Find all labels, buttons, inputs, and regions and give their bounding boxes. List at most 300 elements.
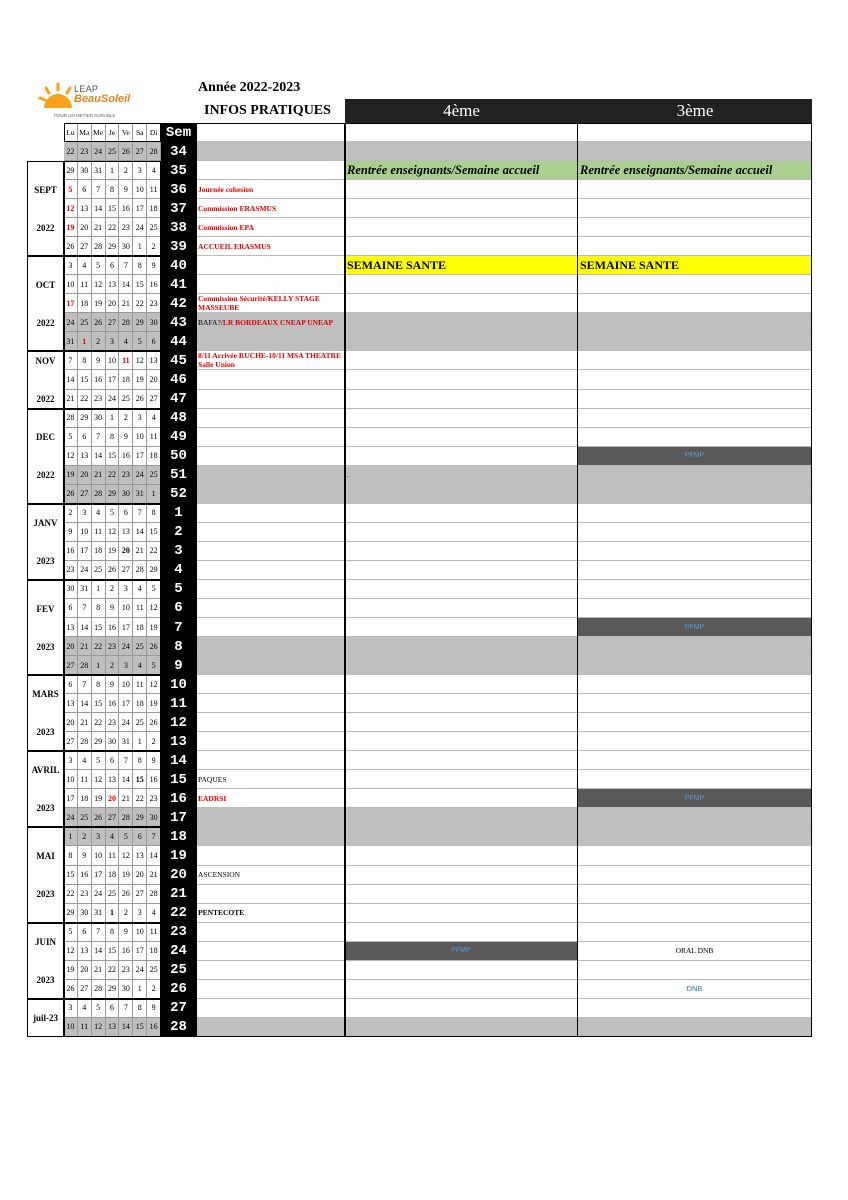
day-header: Ve	[119, 123, 133, 142]
day-cell: 11	[78, 275, 92, 294]
day-cell: 3	[119, 656, 133, 675]
day-cell: 6	[64, 599, 78, 618]
day-cell: 18	[133, 694, 147, 713]
week-number: 46	[161, 370, 196, 389]
day-cell: 7	[92, 923, 106, 942]
week-number: 49	[161, 428, 196, 447]
week-number: 35	[161, 161, 196, 180]
day-cell: 27	[106, 313, 120, 332]
day-cell: 10	[133, 428, 147, 447]
day-header: Je	[106, 123, 120, 142]
month-label	[27, 351, 64, 408]
day-cell: 6	[78, 180, 92, 199]
day-cell: 18	[147, 199, 161, 218]
month-text: juil-23	[32, 1012, 58, 1023]
day-cell: 28	[64, 409, 78, 428]
day-cell: 19	[133, 370, 147, 389]
day-cell: 3	[133, 409, 147, 428]
week-number: 27	[161, 999, 196, 1018]
col3-cell-text: ORAL DNB	[675, 946, 714, 956]
day-cell: 15	[147, 523, 161, 542]
day-cell: 5	[133, 332, 147, 351]
week-number: 26	[161, 980, 196, 999]
day-cell: 27	[64, 656, 78, 675]
day-cell: 10	[133, 180, 147, 199]
day-cell: 3	[64, 256, 78, 275]
day-cell: 17	[133, 199, 147, 218]
day-cell: 9	[92, 351, 106, 370]
col3-cell-text: PFMP	[684, 623, 705, 631]
day-cell: 10	[64, 770, 78, 789]
col3-cell-text: PFMP	[684, 794, 705, 802]
week-number: 37	[161, 199, 196, 218]
day-cell: 15	[78, 370, 92, 389]
day-cell: 19	[64, 961, 78, 980]
day-cell: 8	[106, 428, 120, 447]
day-cell: 12	[92, 1018, 106, 1037]
month-text: JANV 2023	[33, 517, 58, 566]
day-cell: 4	[78, 999, 92, 1018]
day-cell: 22	[106, 961, 120, 980]
day-cell: 19	[64, 466, 78, 485]
day-cell: 7	[92, 180, 106, 199]
day-cell: 16	[119, 199, 133, 218]
day-cell: 5	[64, 923, 78, 942]
day-cell: 24	[78, 561, 92, 580]
month-label	[27, 675, 64, 751]
day-cell: 4	[147, 409, 161, 428]
day-cell: 26	[92, 313, 106, 332]
day-cell: 1	[133, 980, 147, 999]
day-cell: 17	[92, 866, 106, 885]
week-number: 44	[161, 332, 196, 351]
day-cell: 10	[106, 351, 120, 370]
day-cell: 20	[78, 961, 92, 980]
day-cell: 24	[64, 808, 78, 827]
day-cell: 18	[133, 618, 147, 637]
day-cell: 15	[92, 618, 106, 637]
day-cell: 20	[78, 466, 92, 485]
day-cell: 26	[64, 980, 78, 999]
day-cell: 23	[147, 789, 161, 808]
day-cell: 23	[147, 294, 161, 313]
day-cell: 23	[106, 637, 120, 656]
col4-cell-text: Rentrée enseignants/Semaine accueil	[347, 162, 540, 177]
day-cell: 21	[92, 218, 106, 237]
day-cell: 11	[133, 599, 147, 618]
info-text: Commission EPA	[198, 222, 254, 232]
day-cell: 27	[147, 390, 161, 409]
week-number: 24	[161, 942, 196, 961]
day-cell: 26	[92, 808, 106, 827]
day-cell: 9	[78, 846, 92, 865]
day-cell: 10	[64, 1018, 78, 1037]
day-cell: 18	[119, 370, 133, 389]
day-cell: 3	[64, 751, 78, 770]
day-cell: 21	[119, 789, 133, 808]
day-cell: 26	[119, 885, 133, 904]
day-cell: 14	[78, 618, 92, 637]
day-cell: 2	[64, 504, 78, 523]
day-cell: 15	[133, 1018, 147, 1037]
week-number: 51	[161, 466, 196, 485]
day-header: Sa	[133, 123, 147, 142]
day-cell: 8	[64, 846, 78, 865]
day-cell: 12	[92, 770, 106, 789]
day-cell: 4	[119, 332, 133, 351]
day-cell: 28	[147, 885, 161, 904]
day-cell: 3	[133, 904, 147, 923]
month-text: NOV 2022	[35, 356, 56, 404]
day-cell: 12	[119, 846, 133, 865]
day-cell: 27	[133, 142, 147, 161]
day-cell: 2	[78, 827, 92, 846]
week-number: 47	[161, 390, 196, 409]
day-cell: 2	[119, 904, 133, 923]
day-cell: 4	[147, 904, 161, 923]
day-cell: 15	[133, 770, 147, 789]
day-cell: 6	[147, 332, 161, 351]
day-cell: 8	[147, 504, 161, 523]
day-cell: 23	[78, 885, 92, 904]
day-cell: 16	[147, 275, 161, 294]
day-cell: 5	[92, 751, 106, 770]
month-text: MAI 2023	[36, 851, 55, 900]
day-cell: 1	[133, 237, 147, 256]
day-cell: 1	[92, 656, 106, 675]
week-number: 36	[161, 180, 196, 199]
day-cell: 28	[119, 808, 133, 827]
day-cell: 20	[106, 294, 120, 313]
day-cell: 1	[78, 332, 92, 351]
table-outline-left	[196, 123, 345, 1037]
day-cell: 1	[92, 580, 106, 599]
day-cell: 27	[78, 485, 92, 504]
day-cell: 23	[64, 561, 78, 580]
day-cell: 7	[133, 504, 147, 523]
day-cell: 31	[92, 904, 106, 923]
month-text: DEC 2022	[35, 432, 55, 481]
day-cell: 23	[119, 218, 133, 237]
week-number: 34	[161, 142, 196, 161]
day-cell: 24	[64, 313, 78, 332]
day-cell: 21	[78, 713, 92, 732]
day-cell: 2	[106, 656, 120, 675]
day-cell: 16	[147, 1018, 161, 1037]
day-cell: 13	[106, 1018, 120, 1037]
info-text: Commission ERASMUS	[198, 203, 277, 213]
day-cell: 19	[106, 542, 120, 561]
week-number: 28	[161, 1018, 196, 1037]
day-cell: 1	[133, 732, 147, 751]
day-cell: 29	[147, 561, 161, 580]
day-cell: 17	[133, 447, 147, 466]
week-number: 43	[161, 313, 196, 332]
day-cell: 13	[64, 694, 78, 713]
day-cell: 11	[78, 770, 92, 789]
col4-cell-text: SEMAINE SANTE	[347, 257, 447, 272]
day-cell: 7	[147, 827, 161, 846]
week-number: 11	[161, 694, 196, 713]
day-cell: 21	[78, 637, 92, 656]
infos-title: INFOS PRATIQUES	[204, 103, 331, 118]
week-number: 5	[161, 580, 196, 599]
day-cell: 24	[133, 466, 147, 485]
day-cell: 6	[106, 751, 120, 770]
day-cell: 20	[147, 370, 161, 389]
day-cell: 22	[106, 466, 120, 485]
week-number: 15	[161, 770, 196, 789]
day-cell: 25	[147, 218, 161, 237]
day-cell: 28	[78, 732, 92, 751]
day-cell: 17	[78, 542, 92, 561]
day-cell: 9	[119, 923, 133, 942]
day-cell: 6	[78, 923, 92, 942]
day-cell: 5	[92, 999, 106, 1018]
day-cell: 5	[106, 504, 120, 523]
day-cell: 7	[119, 256, 133, 275]
day-cell: 19	[119, 866, 133, 885]
day-cell: 19	[92, 294, 106, 313]
week-number: 39	[161, 237, 196, 256]
day-cell: 28	[78, 656, 92, 675]
month-text: JUIN 2023	[34, 936, 56, 985]
day-cell: 28	[119, 313, 133, 332]
day-cell: 20	[119, 542, 133, 561]
day-cell: 28	[92, 237, 106, 256]
week-number: 22	[161, 904, 196, 923]
day-cell: 6	[64, 675, 78, 694]
day-cell: 26	[147, 713, 161, 732]
day-cell: 11	[78, 1018, 92, 1037]
day-cell: 29	[64, 904, 78, 923]
day-cell: 14	[92, 942, 106, 961]
day-cell: 26	[147, 637, 161, 656]
day-cell: 21	[64, 390, 78, 409]
day-cell: 4	[147, 161, 161, 180]
day-cell: 22	[147, 542, 161, 561]
week-number: 12	[161, 713, 196, 732]
day-cell: 8	[78, 351, 92, 370]
day-cell: 16	[64, 542, 78, 561]
info-text-red: LR BORDEAUX CNEAP UNEAP	[222, 317, 334, 327]
day-cell: 15	[133, 275, 147, 294]
day-cell: 14	[119, 1018, 133, 1037]
day-cell: 18	[147, 942, 161, 961]
day-cell: 29	[64, 161, 78, 180]
day-cell: 15	[106, 199, 120, 218]
month-label	[27, 923, 64, 999]
week-number: 25	[161, 961, 196, 980]
day-cell: 4	[133, 656, 147, 675]
day-cell: 25	[106, 885, 120, 904]
day-cell: 19	[147, 618, 161, 637]
col3-cell-text: PFMP	[684, 452, 705, 460]
day-cell: 29	[106, 237, 120, 256]
day-cell: 30	[106, 732, 120, 751]
day-cell: 17	[133, 942, 147, 961]
day-cell: 10	[119, 675, 133, 694]
day-cell: 3	[133, 161, 147, 180]
week-number: 7	[161, 618, 196, 637]
day-cell: 22	[106, 218, 120, 237]
day-cell: 13	[78, 942, 92, 961]
info-text: PENTECOTE	[198, 908, 245, 918]
day-cell: 22	[92, 713, 106, 732]
week-number: 48	[161, 409, 196, 428]
day-cell: 3	[92, 827, 106, 846]
day-cell: 12	[133, 351, 147, 370]
week-number: 2	[161, 523, 196, 542]
day-cell: 30	[92, 409, 106, 428]
day-cell: 8	[133, 256, 147, 275]
info-text: Journée cohesion	[198, 184, 254, 194]
day-cell: 11	[133, 675, 147, 694]
day-cell: 23	[106, 713, 120, 732]
day-cell: 24	[92, 142, 106, 161]
info-text: Commission Sécurité/KELLY STAGE MASSEUBE	[198, 294, 320, 313]
day-cell: 11	[92, 523, 106, 542]
day-cell: 11	[106, 846, 120, 865]
day-cell: 31	[133, 485, 147, 504]
day-cell: 1	[147, 485, 161, 504]
day-cell: 1	[106, 904, 120, 923]
day-cell: 18	[78, 789, 92, 808]
bottom-line	[27, 1036, 812, 1037]
day-cell: 20	[64, 713, 78, 732]
day-cell: 8	[92, 599, 106, 618]
day-cell: 4	[92, 504, 106, 523]
day-cell: 7	[78, 675, 92, 694]
week-number: 50	[161, 447, 196, 466]
day-cell: 10	[92, 846, 106, 865]
day-cell: 24	[119, 713, 133, 732]
month-text: MARS 2023	[32, 689, 59, 738]
day-cell: 10	[64, 275, 78, 294]
day-cell: 21	[133, 542, 147, 561]
day-cell: 24	[119, 637, 133, 656]
day-cell: 13	[64, 618, 78, 637]
day-cell: 16	[92, 370, 106, 389]
day-cell: 30	[119, 237, 133, 256]
day-cell: 1	[106, 161, 120, 180]
month-label	[27, 751, 64, 827]
day-cell: 6	[133, 827, 147, 846]
logo-line1: LEAP	[74, 84, 99, 94]
day-cell: 12	[92, 275, 106, 294]
day-cell: 21	[92, 961, 106, 980]
week-number: 38	[161, 218, 196, 237]
day-cell: 16	[119, 942, 133, 961]
day-cell: 14	[147, 846, 161, 865]
col4-header: 4ème	[345, 99, 578, 123]
table-outline	[345, 123, 812, 1037]
day-cell: 9	[147, 999, 161, 1018]
day-cell: 23	[78, 142, 92, 161]
day-cell: 4	[106, 827, 120, 846]
day-cell: 26	[119, 142, 133, 161]
day-cell: 11	[119, 351, 133, 370]
month-label	[27, 161, 64, 256]
week-number: 19	[161, 846, 196, 865]
col3-header: 3ème	[578, 99, 812, 123]
day-cell: 14	[133, 523, 147, 542]
day-cell: 29	[106, 485, 120, 504]
day-cell: 14	[119, 275, 133, 294]
day-cell: 6	[106, 256, 120, 275]
day-cell: 8	[133, 999, 147, 1018]
day-cell: 15	[92, 694, 106, 713]
day-cell: 25	[106, 142, 120, 161]
day-cell: 27	[119, 561, 133, 580]
day-cell: 12	[147, 675, 161, 694]
day-cell: 25	[147, 961, 161, 980]
day-cell: 12	[64, 942, 78, 961]
day-cell: 1	[106, 409, 120, 428]
day-cell: 8	[92, 675, 106, 694]
day-cell: 25	[92, 561, 106, 580]
day-cell: 20	[133, 866, 147, 885]
day-cell: 2	[119, 161, 133, 180]
day-cell: 22	[92, 637, 106, 656]
day-cell: 13	[106, 275, 120, 294]
day-cell: 2	[147, 237, 161, 256]
day-cell: 9	[64, 523, 78, 542]
day-cell: 23	[119, 961, 133, 980]
day-cell: 27	[133, 885, 147, 904]
day-cell: 24	[133, 961, 147, 980]
day-cell: 19	[92, 789, 106, 808]
day-cell: 5	[64, 428, 78, 447]
day-header: Ma	[78, 123, 92, 142]
day-cell: 14	[92, 447, 106, 466]
day-cell: 17	[119, 618, 133, 637]
day-cell: 30	[64, 580, 78, 599]
day-cell: 18	[78, 294, 92, 313]
day-cell: 6	[119, 504, 133, 523]
day-cell: 9	[147, 256, 161, 275]
day-cell: 30	[78, 904, 92, 923]
week-number: 40	[161, 256, 196, 275]
table-outline-days	[64, 123, 161, 142]
month-text: FEV 2023	[36, 603, 55, 652]
day-cell: 29	[133, 313, 147, 332]
day-cell: 28	[133, 561, 147, 580]
day-cell: 17	[106, 370, 120, 389]
day-cell: 29	[133, 808, 147, 827]
day-header: Di	[147, 123, 161, 142]
day-cell: 13	[119, 523, 133, 542]
day-cell: 14	[92, 199, 106, 218]
day-cell: 6	[106, 999, 120, 1018]
week-number: 21	[161, 885, 196, 904]
day-cell: 16	[106, 618, 120, 637]
logo-tagline: POUR UN MÉTIER DURABLE	[54, 113, 116, 118]
col3-cell-text: Rentrée enseignants/Semaine accueil	[580, 162, 773, 177]
day-cell: 1	[64, 827, 78, 846]
day-header: Me	[92, 123, 106, 142]
day-cell: 31	[64, 332, 78, 351]
month-label	[27, 409, 64, 504]
day-cell: 12	[64, 199, 78, 218]
day-cell: 14	[64, 370, 78, 389]
day-cell: 4	[78, 751, 92, 770]
info-text: 8/11 Arrivée RUCHE-10/11 MSA THEATRE Salle Union	[198, 351, 342, 370]
week-number: 52	[161, 485, 196, 504]
day-cell: 2	[147, 732, 161, 751]
month-label	[27, 504, 64, 580]
info-text: ACCUEIL ERASMUS	[198, 241, 271, 251]
